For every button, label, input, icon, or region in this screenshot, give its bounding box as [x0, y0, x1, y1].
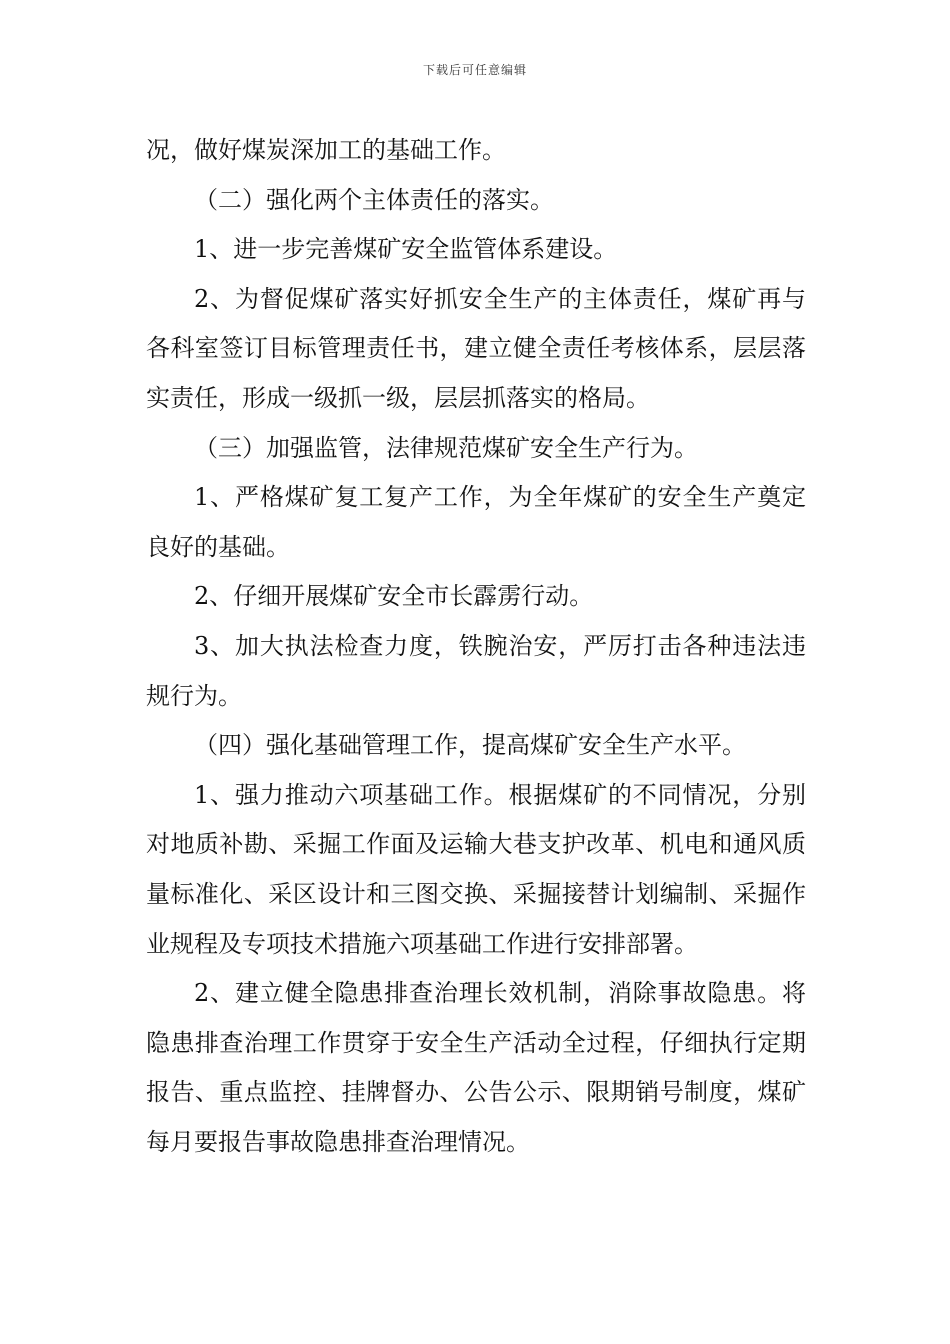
section-heading-4: （四）强化基础管理工作，提高煤矿安全生产水平。: [194, 731, 746, 760]
section-heading-3: （三）加强监管，法律规范煤矿安全生产行为。: [194, 433, 698, 462]
list-item: 2、为督促煤矿落实好抓安全生产的主体责任，煤矿再与各科室签订目标管理责任书，建立健全责任考核体系，层层落实责任，形成一级抓一级，层层抓落实的格局。: [146, 284, 806, 412]
paragraph-continuation: 况，做好煤炭深加工的基础工作。: [146, 136, 506, 164]
section-heading-2: （二）强化两个主体责任的落实。: [194, 185, 554, 214]
list-item: 2、建立健全隐患排查治理长效机制，消除事故隐患。将隐患排查治理工作贯穿于安全生产活动全过程，仔细执行定期报告、重点监控、挂牌督办、公告公示、限期销号制度，煤矿每月要报告事故隐患排查治理情况。: [146, 979, 806, 1156]
document-body: [146, 126, 806, 1167]
page-header: 下载后可任意编辑: [422, 63, 527, 77]
list-item: 3、加大执法检查力度，铁腕治安，严厉打击各种违法违规行为。: [146, 631, 806, 710]
list-item: 1、强力推动六项基础工作。根据煤矿的不同情况，分别对地质补勘、采掘工作面及运输大巷支护改革、机电和通风质量标准化、采区设计和三图交换、采掘接替计划编制、采掘作业规程及专项技术措施六项基础工作进行安排部署。: [146, 780, 806, 958]
list-item: 1、严格煤矿复工复产工作，为全年煤矿的安全生产奠定良好的基础。: [146, 483, 806, 561]
list-item: 2、仔细开展煤矿安全市长霹雳行动。: [194, 582, 594, 611]
list-item: 1、进一步完善煤矿安全监管体系建设。: [194, 235, 618, 264]
